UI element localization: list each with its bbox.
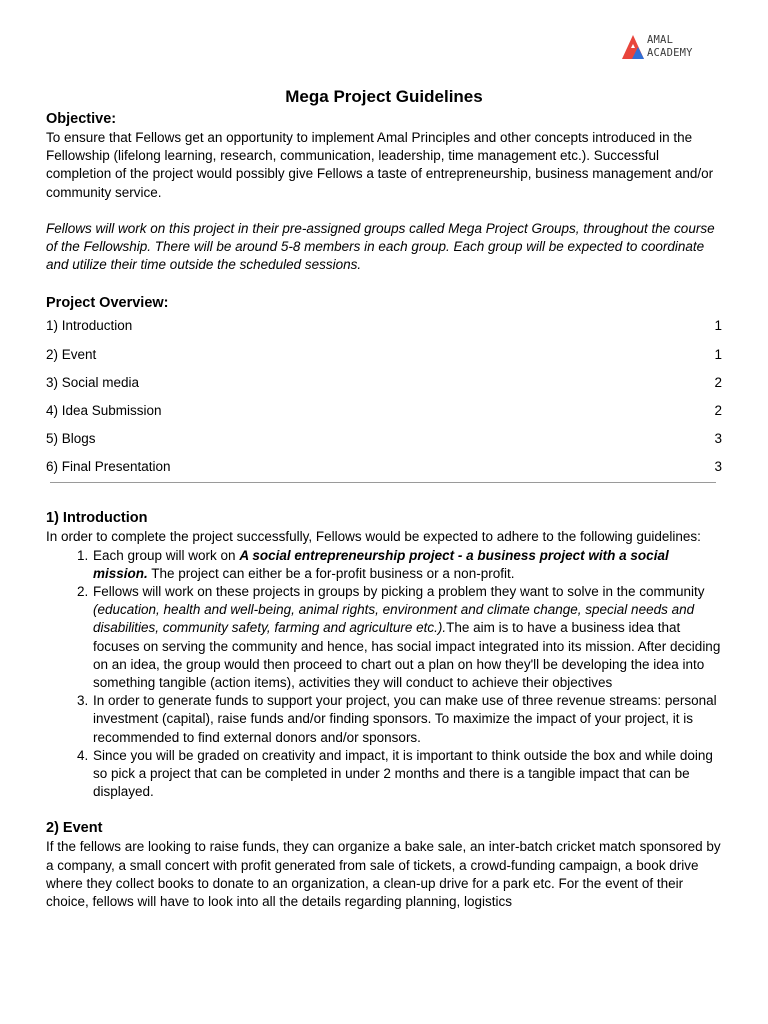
toc-page: 2 (714, 402, 722, 418)
toc-row[interactable] (46, 317, 722, 345)
toc-label: 6) Final Presentation (46, 459, 171, 475)
toc-label: 3) Social media (46, 374, 140, 390)
toc-page: 3 (714, 459, 722, 475)
guidelines-list (46, 547, 722, 802)
table-of-contents (46, 317, 722, 482)
toc-row[interactable] (46, 458, 722, 482)
toc-row[interactable] (46, 402, 722, 430)
toc-page: 1 (714, 346, 722, 362)
toc-page: 2 (714, 374, 722, 390)
event-paragraph: If the fellows are looking to raise funds, they can organize a bake sale, an inter-batch cricket match sponsored by a company, a small concert with profit generated from sale of tickets, a crowd-funding campaign, a book drive where they collect books to donate to an organization, a clean-up drive for a park etc. For the event of their choice, fellows will have to look into all the details regarding planning, logistics (46, 839, 721, 910)
toc-label: 5) Blogs (46, 431, 96, 447)
logo-line-1: AMAL (647, 34, 674, 46)
event-heading: 2) Event (46, 820, 103, 837)
objective-italic-paragraph: Fellows will work on this project in their pre-assigned groups called Mega Project Groups, throughout the course of the Fellowship. There will be around 5-8 members in each group. Each group will be expected to coordinate and utilize their time outside the scheduled sessions. (46, 220, 715, 273)
list-item: 1. Each group will work on A social entrepreneurship project - a business project with a social mission. The project can either be a for-profit business or a non-profit. (92, 547, 722, 583)
list-item: 3. In order to generate funds to support your project, you can make use of three revenue streams: personal investment (capital), raise funds and/or finding sponsors. To maximize the impact of your project, it is recommended to find external donors and/or sponsors. (92, 692, 722, 747)
logo-line-2: ACADEMY (647, 46, 693, 59)
toc-page: 1 (714, 318, 722, 334)
toc-label: 2) Event (46, 346, 97, 362)
document-body (46, 110, 722, 911)
page-title: Mega Project Guidelines (285, 87, 483, 106)
list-item: 2. Fellows will work on these projects in groups by picking a problem they want to solve in the community (education, health and well-being, animal rights, environment and climate change, special needs and disabilities, community safety, farming and agriculture etc.).The aim is to have a business idea that focuses on serving the community and hence, has social impact integrated into its mission. After deciding on an idea, the group would then proceed to chart out a plan on how they'll be developing the idea into something tangible (action items), activities they will conduct to achieve their objectives (92, 583, 722, 692)
toc-label: 4) Idea Submission (46, 402, 162, 418)
objective-paragraph: To ensure that Fellows get an opportunity to implement Amal Principles and other concepts introduced in the Fellowship (lifelong learning, research, communication, leadership, time management etc.). Successful completion of the project would possibly give Fellows a taste of entrepreneurship, business management and/or community service. (46, 130, 714, 200)
toc-page: 3 (714, 431, 722, 447)
introduction-lead: In order to complete the project successfully, Fellows would be expected to adhere to the following guidelines: (46, 529, 701, 545)
logo-triangle-icon (621, 34, 645, 60)
toc-label: 1) Introduction (46, 318, 133, 334)
toc-row[interactable] (46, 430, 722, 458)
toc-row[interactable] (46, 374, 722, 402)
toc-row[interactable] (46, 346, 722, 374)
list-item: 4. Since you will be graded on creativity and impact, it is important to think outside the box and while doing so pick a project that can be completed in under 2 months and there is a tangible impact that can be displayed. (92, 747, 722, 802)
overview-heading: Project Overview: (46, 295, 169, 312)
introduction-heading: 1) Introduction (46, 510, 148, 527)
objective-heading: Objective: (46, 111, 117, 127)
amal-academy-logo (621, 34, 711, 62)
